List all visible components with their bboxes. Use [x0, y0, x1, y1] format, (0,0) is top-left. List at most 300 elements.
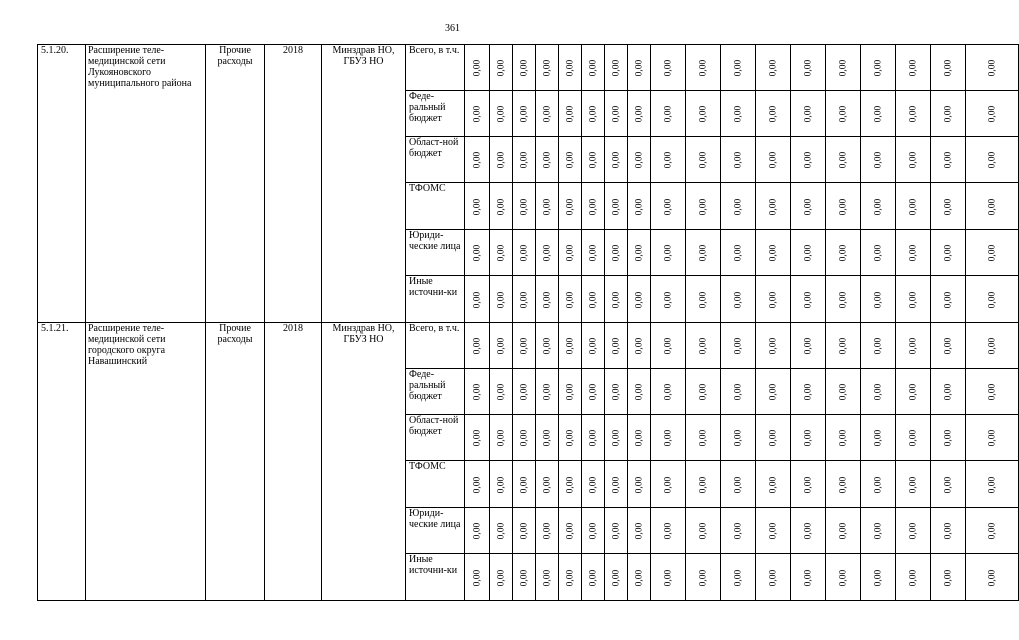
value-cell	[721, 323, 756, 369]
value-text: 0,00	[698, 291, 708, 308]
value-text: 0,00	[733, 244, 743, 262]
value-cell	[896, 554, 931, 601]
value-cell	[896, 508, 931, 554]
value-text: 0,00	[698, 429, 708, 447]
value-cell	[966, 369, 1019, 415]
value-cell	[791, 230, 826, 276]
table-body	[38, 45, 1019, 601]
value-cell	[582, 461, 605, 508]
value-cell	[861, 91, 896, 137]
value-text: 0,00	[588, 383, 598, 401]
value-cell	[490, 415, 513, 461]
value-text: 0,00	[496, 105, 506, 123]
value-text: 0,00	[542, 291, 552, 308]
value-text: 0,00	[838, 198, 848, 215]
value-text: 0,00	[803, 291, 813, 308]
value-cell	[536, 230, 559, 276]
value-cell	[536, 137, 559, 183]
value-cell	[931, 45, 966, 91]
value-text: 0,00	[987, 291, 997, 308]
value-cell	[559, 45, 582, 91]
value-text: 0,00	[698, 59, 708, 77]
value-cell	[651, 554, 686, 601]
value-cell	[536, 276, 559, 323]
value-text: 0,00	[496, 429, 506, 447]
value-text: 0,00	[663, 337, 673, 355]
value-cell	[966, 323, 1019, 369]
value-cell	[756, 508, 791, 554]
value-text: 0,00	[542, 522, 552, 540]
value-cell	[536, 554, 559, 601]
value-cell	[861, 415, 896, 461]
value-cell	[896, 369, 931, 415]
value-cell	[559, 415, 582, 461]
value-cell	[559, 323, 582, 369]
value-cell	[628, 230, 651, 276]
value-text: 0,00	[588, 429, 598, 447]
value-text: 0,00	[519, 429, 529, 447]
page-number: 361	[445, 23, 460, 34]
value-cell	[826, 369, 861, 415]
value-cell	[513, 183, 536, 230]
value-text: 0,00	[565, 429, 575, 447]
value-cell	[721, 45, 756, 91]
value-cell	[756, 45, 791, 91]
value-text: 0,00	[472, 59, 482, 77]
value-cell	[559, 554, 582, 601]
value-text: 0,00	[565, 383, 575, 401]
value-cell	[896, 91, 931, 137]
value-cell	[931, 461, 966, 508]
value-text: 0,00	[768, 291, 778, 308]
value-text: 0,00	[472, 105, 482, 123]
value-text: 0,00	[634, 429, 644, 447]
value-cell	[686, 508, 721, 554]
value-text: 0,00	[472, 151, 482, 169]
value-cell	[559, 369, 582, 415]
value-text: 0,00	[908, 244, 918, 262]
value-text: 0,00	[472, 429, 482, 447]
value-cell	[791, 369, 826, 415]
value-cell	[861, 369, 896, 415]
value-text: 0,00	[496, 569, 506, 586]
value-text: 0,00	[908, 569, 918, 586]
funding-source-cell: Феде-ральный бюджет	[406, 369, 465, 415]
value-text: 0,00	[496, 383, 506, 401]
value-cell	[791, 45, 826, 91]
value-cell	[490, 461, 513, 508]
value-text: 0,00	[634, 151, 644, 169]
funding-source-cell: Феде-ральный бюджет	[406, 91, 465, 137]
value-cell	[826, 508, 861, 554]
value-text: 0,00	[987, 244, 997, 262]
value-text: 0,00	[803, 59, 813, 77]
value-cell	[513, 45, 536, 91]
value-cell	[931, 91, 966, 137]
value-text: 0,00	[803, 429, 813, 447]
value-text: 0,00	[519, 569, 529, 586]
value-cell	[490, 276, 513, 323]
value-text: 0,00	[496, 291, 506, 308]
value-cell	[686, 137, 721, 183]
value-cell	[605, 415, 628, 461]
value-text: 0,00	[611, 429, 621, 447]
value-cell	[966, 508, 1019, 554]
value-cell	[686, 369, 721, 415]
value-cell	[465, 415, 490, 461]
value-text: 0,00	[838, 244, 848, 262]
value-text: 0,00	[838, 522, 848, 540]
funding-source-cell: Всего, в т.ч.	[406, 45, 465, 91]
value-text: 0,00	[634, 522, 644, 540]
value-text: 0,00	[519, 337, 529, 355]
value-cell	[896, 183, 931, 230]
value-text: 0,00	[634, 244, 644, 262]
value-cell	[791, 508, 826, 554]
funding-source-cell: ТФОМС	[406, 183, 465, 230]
value-text: 0,00	[733, 569, 743, 586]
value-text: 0,00	[987, 522, 997, 540]
value-text: 0,00	[565, 151, 575, 169]
value-text: 0,00	[803, 105, 813, 123]
value-text: 0,00	[588, 476, 598, 493]
value-cell	[465, 369, 490, 415]
value-cell	[791, 91, 826, 137]
value-text: 0,00	[588, 522, 598, 540]
value-cell	[861, 276, 896, 323]
value-text: 0,00	[611, 151, 621, 169]
value-text: 0,00	[733, 59, 743, 77]
value-text: 0,00	[908, 383, 918, 401]
value-text: 0,00	[768, 337, 778, 355]
table-row	[38, 45, 1019, 91]
value-cell	[536, 415, 559, 461]
value-cell	[536, 369, 559, 415]
funding-source-cell: Юриди-ческие лица	[406, 230, 465, 276]
value-text: 0,00	[542, 244, 552, 262]
value-text: 0,00	[987, 569, 997, 586]
measure-name-cell: Расширение теле-медицинской сети городского округа Навашинский	[86, 323, 206, 601]
value-text: 0,00	[908, 59, 918, 77]
value-cell	[896, 276, 931, 323]
row-number-cell: 5.1.21.	[38, 323, 86, 601]
value-cell	[931, 554, 966, 601]
value-text: 0,00	[663, 522, 673, 540]
value-cell	[721, 230, 756, 276]
value-text: 0,00	[733, 151, 743, 169]
value-cell	[628, 461, 651, 508]
value-cell	[826, 45, 861, 91]
value-text: 0,00	[768, 151, 778, 169]
value-cell	[559, 183, 582, 230]
value-cell	[896, 461, 931, 508]
value-text: 0,00	[873, 198, 883, 215]
value-cell	[756, 230, 791, 276]
value-text: 0,00	[698, 522, 708, 540]
value-text: 0,00	[873, 105, 883, 123]
value-cell	[628, 323, 651, 369]
value-cell	[628, 508, 651, 554]
value-text: 0,00	[663, 429, 673, 447]
value-cell	[651, 276, 686, 323]
value-text: 0,00	[611, 383, 621, 401]
value-cell	[791, 183, 826, 230]
value-cell	[559, 230, 582, 276]
value-text: 0,00	[611, 59, 621, 77]
value-cell	[536, 91, 559, 137]
year-cell: 2018	[265, 45, 322, 323]
value-text: 0,00	[663, 59, 673, 77]
value-cell	[791, 461, 826, 508]
budget-table	[37, 44, 1019, 601]
value-cell	[861, 508, 896, 554]
value-text: 0,00	[768, 569, 778, 586]
table-row	[38, 323, 1019, 369]
value-text: 0,00	[838, 291, 848, 308]
value-cell	[896, 323, 931, 369]
value-cell	[582, 415, 605, 461]
value-text: 0,00	[803, 337, 813, 355]
value-cell	[513, 461, 536, 508]
value-cell	[826, 461, 861, 508]
executor-cell: Минздрав НО, ГБУЗ НО	[322, 45, 406, 323]
value-text: 0,00	[611, 198, 621, 215]
value-text: 0,00	[542, 476, 552, 493]
value-text: 0,00	[987, 198, 997, 215]
value-text: 0,00	[588, 198, 598, 215]
value-text: 0,00	[588, 244, 598, 262]
value-text: 0,00	[943, 105, 953, 123]
value-cell	[536, 323, 559, 369]
value-cell	[559, 508, 582, 554]
value-cell	[826, 323, 861, 369]
value-text: 0,00	[663, 291, 673, 308]
value-text: 0,00	[733, 105, 743, 123]
value-text: 0,00	[987, 105, 997, 123]
value-cell	[513, 91, 536, 137]
measure-name-cell: Расширение теле-медицинской сети Лукояновского муниципального района	[86, 45, 206, 323]
value-text: 0,00	[803, 244, 813, 262]
value-cell	[605, 461, 628, 508]
value-text: 0,00	[519, 59, 529, 77]
value-text: 0,00	[519, 198, 529, 215]
value-cell	[605, 508, 628, 554]
value-text: 0,00	[588, 105, 598, 123]
value-text: 0,00	[838, 383, 848, 401]
value-text: 0,00	[472, 291, 482, 308]
value-text: 0,00	[733, 476, 743, 493]
value-cell	[582, 45, 605, 91]
value-cell	[651, 45, 686, 91]
value-text: 0,00	[803, 522, 813, 540]
value-text: 0,00	[565, 476, 575, 493]
value-text: 0,00	[768, 59, 778, 77]
value-text: 0,00	[496, 522, 506, 540]
value-text: 0,00	[987, 383, 997, 401]
value-text: 0,00	[472, 522, 482, 540]
value-cell	[861, 323, 896, 369]
value-text: 0,00	[519, 105, 529, 123]
value-text: 0,00	[663, 244, 673, 262]
value-text: 0,00	[588, 291, 598, 308]
value-cell	[931, 230, 966, 276]
value-text: 0,00	[768, 198, 778, 215]
value-cell	[756, 91, 791, 137]
value-cell	[465, 45, 490, 91]
value-text: 0,00	[838, 59, 848, 77]
value-cell	[896, 230, 931, 276]
value-cell	[931, 137, 966, 183]
funding-source-cell: Област-ной бюджет	[406, 137, 465, 183]
funding-source-cell: Юриди-ческие лица	[406, 508, 465, 554]
value-cell	[628, 415, 651, 461]
value-cell	[536, 183, 559, 230]
value-text: 0,00	[611, 476, 621, 493]
value-text: 0,00	[496, 198, 506, 215]
value-text: 0,00	[496, 151, 506, 169]
value-text: 0,00	[634, 569, 644, 586]
value-cell	[721, 137, 756, 183]
value-cell	[756, 323, 791, 369]
value-text: 0,00	[565, 198, 575, 215]
value-text: 0,00	[768, 429, 778, 447]
value-cell	[826, 415, 861, 461]
value-text: 0,00	[565, 522, 575, 540]
value-text: 0,00	[519, 522, 529, 540]
value-cell	[605, 45, 628, 91]
value-cell	[931, 276, 966, 323]
value-text: 0,00	[542, 337, 552, 355]
value-text: 0,00	[542, 429, 552, 447]
value-text: 0,00	[542, 59, 552, 77]
value-text: 0,00	[943, 522, 953, 540]
expense-type-cell: Прочие расходы	[206, 323, 265, 601]
value-text: 0,00	[838, 337, 848, 355]
value-text: 0,00	[943, 198, 953, 215]
value-cell	[966, 554, 1019, 601]
executor-cell: Минздрав НО, ГБУЗ НО	[322, 323, 406, 601]
value-text: 0,00	[634, 291, 644, 308]
value-text: 0,00	[542, 151, 552, 169]
value-cell	[536, 461, 559, 508]
funding-source-cell: Всего, в т.ч.	[406, 323, 465, 369]
value-cell	[490, 508, 513, 554]
value-text: 0,00	[908, 429, 918, 447]
value-text: 0,00	[698, 105, 708, 123]
value-cell	[826, 554, 861, 601]
value-cell	[721, 415, 756, 461]
value-text: 0,00	[698, 198, 708, 215]
value-cell	[628, 369, 651, 415]
value-text: 0,00	[698, 151, 708, 169]
value-cell	[490, 230, 513, 276]
value-cell	[651, 91, 686, 137]
value-cell	[756, 461, 791, 508]
funding-source-cell: Област-ной бюджет	[406, 415, 465, 461]
value-text: 0,00	[565, 105, 575, 123]
value-text: 0,00	[634, 105, 644, 123]
value-cell	[966, 137, 1019, 183]
value-cell	[559, 91, 582, 137]
value-cell	[756, 276, 791, 323]
value-text: 0,00	[838, 105, 848, 123]
value-cell	[465, 276, 490, 323]
value-cell	[721, 369, 756, 415]
value-cell	[490, 554, 513, 601]
value-text: 0,00	[943, 59, 953, 77]
value-cell	[721, 91, 756, 137]
value-cell	[628, 183, 651, 230]
value-text: 0,00	[519, 244, 529, 262]
value-cell	[582, 91, 605, 137]
value-text: 0,00	[663, 105, 673, 123]
value-cell	[605, 369, 628, 415]
value-cell	[513, 554, 536, 601]
value-text: 0,00	[803, 569, 813, 586]
value-text: 0,00	[838, 151, 848, 169]
value-cell	[721, 461, 756, 508]
value-cell	[931, 183, 966, 230]
value-text: 0,00	[565, 291, 575, 308]
value-text: 0,00	[542, 569, 552, 586]
value-cell	[651, 415, 686, 461]
value-cell	[651, 230, 686, 276]
value-text: 0,00	[519, 291, 529, 308]
value-text: 0,00	[542, 383, 552, 401]
value-text: 0,00	[698, 476, 708, 493]
value-text: 0,00	[472, 383, 482, 401]
value-text: 0,00	[496, 337, 506, 355]
value-cell	[490, 45, 513, 91]
value-cell	[791, 276, 826, 323]
value-text: 0,00	[519, 151, 529, 169]
value-cell	[686, 415, 721, 461]
value-cell	[651, 461, 686, 508]
value-cell	[605, 183, 628, 230]
value-cell	[861, 554, 896, 601]
value-text: 0,00	[663, 198, 673, 215]
value-text: 0,00	[733, 198, 743, 215]
value-cell	[465, 137, 490, 183]
value-text: 0,00	[873, 151, 883, 169]
value-cell	[791, 323, 826, 369]
value-cell	[490, 369, 513, 415]
value-cell	[582, 276, 605, 323]
value-cell	[513, 276, 536, 323]
value-cell	[465, 323, 490, 369]
value-cell	[791, 554, 826, 601]
value-cell	[826, 230, 861, 276]
value-cell	[605, 323, 628, 369]
value-text: 0,00	[472, 244, 482, 262]
value-cell	[559, 137, 582, 183]
value-text: 0,00	[768, 383, 778, 401]
value-cell	[966, 461, 1019, 508]
value-cell	[465, 230, 490, 276]
value-text: 0,00	[611, 291, 621, 308]
value-text: 0,00	[733, 383, 743, 401]
value-cell	[513, 230, 536, 276]
value-text: 0,00	[542, 105, 552, 123]
value-cell	[559, 461, 582, 508]
value-text: 0,00	[733, 429, 743, 447]
value-cell	[651, 323, 686, 369]
value-cell	[490, 183, 513, 230]
value-cell	[756, 137, 791, 183]
funding-source-cell: Иные источни-ки	[406, 554, 465, 601]
value-cell	[966, 276, 1019, 323]
value-cell	[559, 276, 582, 323]
